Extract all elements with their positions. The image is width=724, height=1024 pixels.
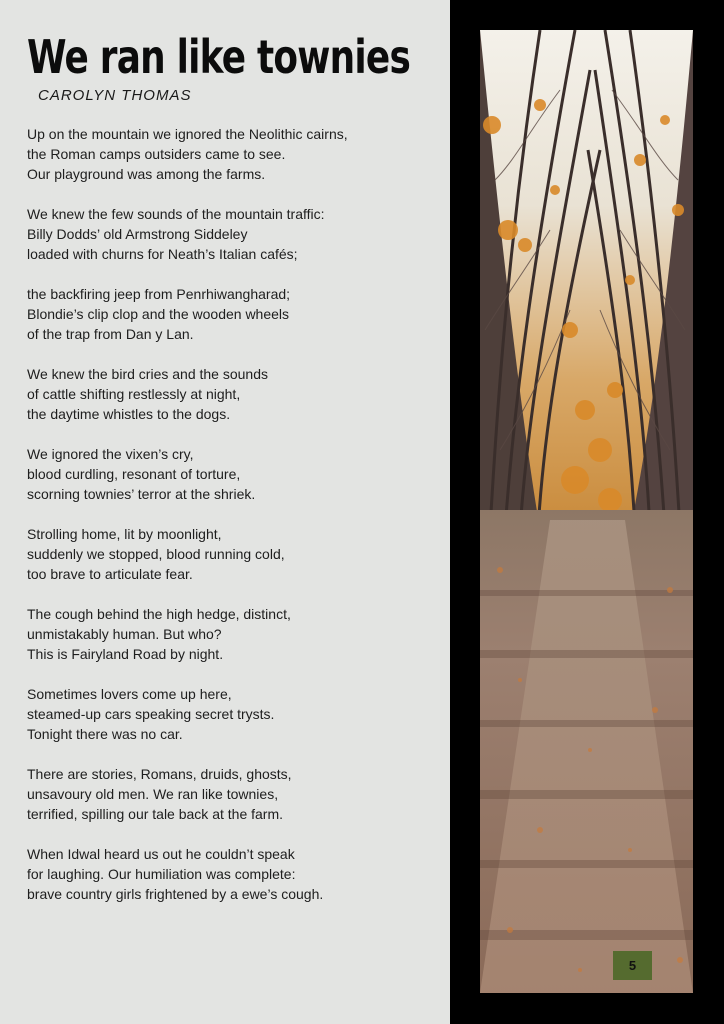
poem-line: Up on the mountain we ignored the Neolithic cairns, (27, 126, 348, 142)
poem-line: suddenly we stopped, blood running cold, (27, 546, 285, 562)
poem-line: We knew the bird cries and the sounds (27, 366, 268, 382)
poem-line: There are stories, Romans, druids, ghosts, (27, 766, 292, 782)
stanza (27, 204, 442, 264)
poem-line: too brave to articulate fear. (27, 566, 193, 582)
poem-line: of the trap from Dan y Lan. (27, 326, 194, 342)
poem-line: Tonight there was no car. (27, 726, 183, 742)
stanza (27, 524, 442, 584)
poem-title: We ran like townies (27, 30, 411, 84)
poem-line: Blondie’s clip clop and the wooden wheels (27, 306, 290, 322)
stanza (27, 684, 442, 744)
poem-line: scorning townies’ terror at the shriek. (27, 486, 256, 502)
stanza (27, 444, 442, 504)
poem-line: the backfiring jeep from Penrhiwangharad; (27, 286, 291, 302)
poem-line: Our playground was among the farms. (27, 166, 266, 182)
poem-line: Billy Dodds’ old Armstrong Siddeley (27, 226, 248, 242)
stanza (27, 284, 442, 344)
poem-line: We ignored the vixen’s cry, (27, 446, 194, 462)
poem-line: Strolling home, lit by moonlight, (27, 526, 222, 542)
poem-body (27, 124, 442, 924)
poem-line: the Roman camps outsiders came to see. (27, 146, 286, 162)
poem-line: the daytime whistles to the dogs. (27, 406, 231, 422)
stanza (27, 604, 442, 664)
poem-line: unmistakably human. But who? (27, 626, 222, 642)
poem-line: brave country girls frightened by a ewe’s cough. (27, 886, 324, 902)
stanza (27, 124, 442, 184)
poem-line: We knew the few sounds of the mountain traffic: (27, 206, 325, 222)
poem-line: This is Fairyland Road by night. (27, 646, 224, 662)
poem-line: The cough behind the high hedge, distinct, (27, 606, 291, 622)
poem-line: of cattle shifting restlessly at night, (27, 386, 241, 402)
poem-line: Sometimes lovers come up here, (27, 686, 232, 702)
stanza (27, 844, 442, 904)
stanza (27, 764, 442, 824)
page-number: 5 (613, 951, 652, 980)
poem-line: When Idwal heard us out he couldn’t speak (27, 846, 295, 862)
poem-line: terrified, spilling our tale back at the farm. (27, 806, 284, 822)
path-illustration (480, 30, 693, 993)
poem-line: unsavoury old men. We ran like townies, (27, 786, 279, 802)
poem-line: loaded with churns for Neath’s Italian cafés; (27, 246, 298, 262)
poem-line: blood curdling, resonant of torture, (27, 466, 241, 482)
stanza (27, 364, 442, 424)
poem-author: CAROLYN THOMAS (38, 87, 192, 104)
poem-line: steamed-up cars speaking secret trysts. (27, 706, 275, 722)
poem-line: for laughing. Our humiliation was complete: (27, 866, 296, 882)
tree-lined-autumn-path-photo (480, 30, 693, 993)
